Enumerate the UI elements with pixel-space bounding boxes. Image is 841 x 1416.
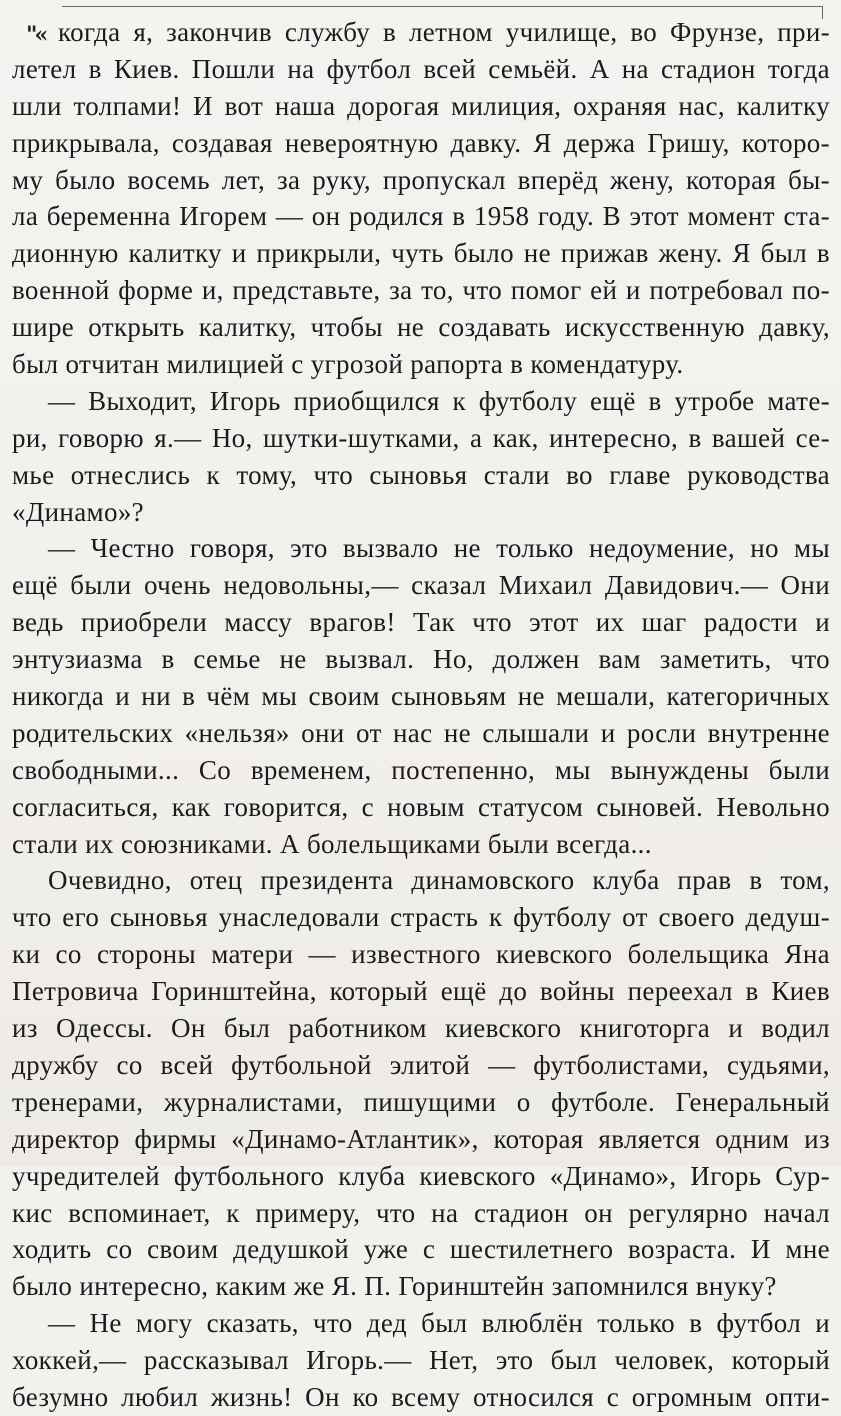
- text-line: ходить со своим дедушкой уже с шестилетнего возраста. И мне: [12, 1234, 830, 1265]
- text-line: свободными... Со временем, постепенно, мы вынуждены были: [12, 754, 830, 785]
- text-line: ки со стороны матери — известного киевского болельщика Яна: [12, 939, 830, 970]
- text-line: «Динамо»?: [12, 496, 145, 527]
- margin-mark: "«: [26, 22, 46, 48]
- text-line: — Честно говоря, это вызвало не только недоумение, но мы: [48, 533, 830, 564]
- text-line: шире открыть калитку, чтобы не создавать искусственную давку,: [12, 312, 830, 343]
- text-line: ла беременна Игорем — он родился в 1958 году. В этот момент ста-: [12, 201, 830, 232]
- text-line: стали их союзниками. А болельщиками были всегда...: [12, 828, 652, 859]
- text-line: мье отнеслись к тому, что сыновья стали во главе руководства: [12, 459, 830, 490]
- text-line: кис вспоминает, к примеру, что на стадион он регулярно начал: [12, 1197, 830, 1228]
- text-line: энтузиазма в семье не вызвал. Но, должен вам заметить, что: [12, 644, 830, 675]
- body-text: [12, 14, 830, 1416]
- text-line: дионную калитку и прикрыли, чуть было не прижав жену. Я был в: [12, 238, 830, 269]
- text-line: му было восемь лет, за руку, пропускал вперёд жену, которая бы-: [12, 164, 830, 195]
- text-line: Очевидно, отец президента динамовского клуба прав в том,: [48, 865, 830, 896]
- text-line: хоккей,— рассказывал Игорь.— Нет, это был человек, который: [12, 1345, 830, 1376]
- text-line: военной форме и, представьте, за то, что помог ей и потребовал по-: [12, 275, 830, 306]
- text-line: дружбу со всей футбольной элитой — футболистами, судьями,: [12, 1049, 830, 1080]
- text-line: родительских «нельзя» они от нас не слышали и росли внутренне: [12, 717, 830, 748]
- text-line: что его сыновья унаследовали страсть к футболу от своего дедуш-: [12, 902, 830, 933]
- text-line: — Выходит, Игорь приобщился к футболу ещё в утробе мате-: [48, 385, 830, 416]
- text-line: ведь приобрели массу врагов! Так что этот их шаг радости и: [12, 607, 830, 638]
- text-line: шли толпами! И вот наша дорогая милиция, охраняя нас, калитку: [12, 90, 830, 121]
- text-line: был отчитан милицией с угрозой рапорта в комендатуру.: [12, 349, 684, 380]
- text-line: учредителей футбольного клуба киевского «Динамо», Игорь Сур-: [12, 1160, 830, 1191]
- text-line: прикрывала, создавая невероятную давку. Я держа Гришу, которо-: [12, 127, 830, 158]
- text-line: когда я, закончив службу в летном училище, во Фрунзе, при-: [58, 17, 830, 47]
- text-line: Петровича Горинштейна, который ещё до войны переехал в Киев: [12, 976, 830, 1007]
- text-line: — Не могу сказать, что дед был влюблён только в футбол и: [48, 1308, 830, 1339]
- text-line: тренерами, журналистами, пишущими о футболе. Генеральный: [12, 1086, 830, 1117]
- text-line: никогда и ни в чём мы своим сыновьям не мешали, категоричных: [12, 681, 830, 712]
- text-line: из Одессы. Он был работником киевского книготорга и водил: [12, 1013, 830, 1044]
- text-line: было интересно, каким же Я. П. Горинштейн запомнился внуку?: [12, 1271, 777, 1302]
- text-line: директор фирмы «Динамо-Атлантик», которая является одним из: [12, 1123, 830, 1154]
- text-line: летел в Киев. Пошли на футбол всей семьёй. А на стадион тогда: [12, 53, 830, 84]
- text-line: согласиться, как говорится, с новым статусом сыновей. Невольно: [12, 791, 830, 822]
- text-line: ещё были очень недовольны,— сказал Михаил Давидович.— Они: [12, 570, 830, 601]
- text-line: безумно любил жизнь! Он ко всему относился с огромным опти-: [12, 1381, 830, 1412]
- text-line: ри, говорю я.— Но, шутки-шутками, а как, интересно, в вашей се-: [12, 422, 830, 453]
